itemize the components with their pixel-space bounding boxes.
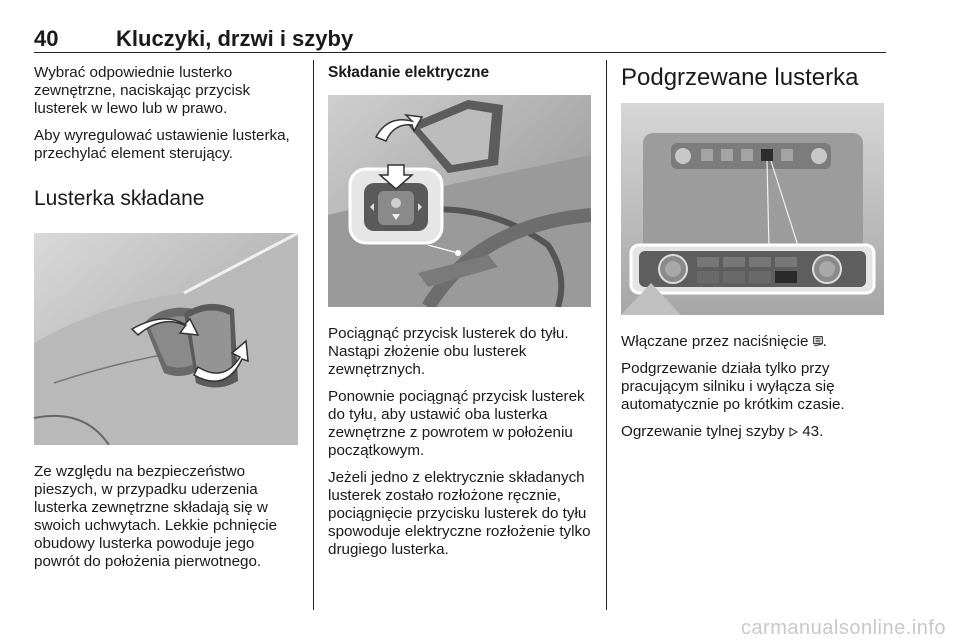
column-3: [621, 64, 889, 450]
column-divider-2: [606, 60, 607, 610]
climate-panel-illustration: [621, 103, 884, 315]
rear-window-page: 43: [802, 423, 820, 440]
rear-window-text: Ogrzewanie tylnej szyby: [621, 423, 785, 440]
activate-period: .: [822, 333, 827, 350]
page-header: [34, 26, 886, 52]
paragraph-manual-unfold: Jeżeli jedno z elektrycznie składanych lusterek zostało rozłożone ręcznie, pociągnięcie przycisku lusterek do tyłu spowoduje elektryczne rozłożenie tylko drugiego lusterka.: [328, 469, 591, 558]
paragraph-heating-operation: Podgrzewanie działa tylko przy pracującym silniku i wyłącza się automatycznie po krótkim czasie.: [621, 360, 845, 413]
heading-electric-folding: Składanie elektryczne: [328, 64, 490, 81]
header-rule: [34, 52, 886, 53]
heading-folding-mirrors: Lusterka składane: [34, 187, 205, 210]
chapter-title: Kluczyki, drzwi i szyby: [116, 26, 354, 51]
activate-text: Włączane przez naciśnięcie: [621, 333, 809, 350]
column-divider-1: [313, 60, 314, 610]
paragraph-mirror-select: Wybrać odpowiednie lusterko zewnętrzne, naciskając przycisk lusterek w lewo lub w prawo.: [34, 64, 251, 117]
paragraph-pull-button: Pociągnąć przycisk lusterek do tyłu. Nastąpi złożenie obu lusterek zewnętrznych.: [328, 325, 569, 378]
paragraph-pedestrian-safety: Ze względu na bezpieczeństwo pieszych, w przypadku uderzenia lusterka zewnętrzne składają się w swoich uchwytach. Lekkie pchnięcie obudowy lusterka powoduje jego powrót do położenia pierwotnego.: [34, 463, 278, 570]
column-1: [34, 64, 302, 580]
rear-window-period: .: [819, 423, 824, 440]
rear-defrost-icon: [813, 336, 823, 347]
paragraph-pull-again: Ponownie pociągnąć przycisk lusterek do tyłu, aby ustawić oba lusterka zewnętrzne z powrotem w położeniu początkowym.: [328, 388, 585, 459]
heading-heated-mirrors: Podgrzewane lusterka: [621, 64, 859, 91]
paragraph-activate: [621, 333, 889, 351]
page-number: 40: [34, 26, 59, 51]
mirror-switch-illustration: [328, 95, 591, 307]
folding-mirror-illustration: [34, 233, 298, 445]
page-reference-icon: [789, 427, 798, 437]
paragraph-mirror-adjust: Aby wyregulować ustawienie lusterka, przechylać element sterujący.: [34, 127, 290, 162]
watermark: carmanualsonline.info: [740, 617, 946, 639]
column-2: [328, 64, 594, 568]
paragraph-rear-window-ref: [621, 423, 889, 441]
